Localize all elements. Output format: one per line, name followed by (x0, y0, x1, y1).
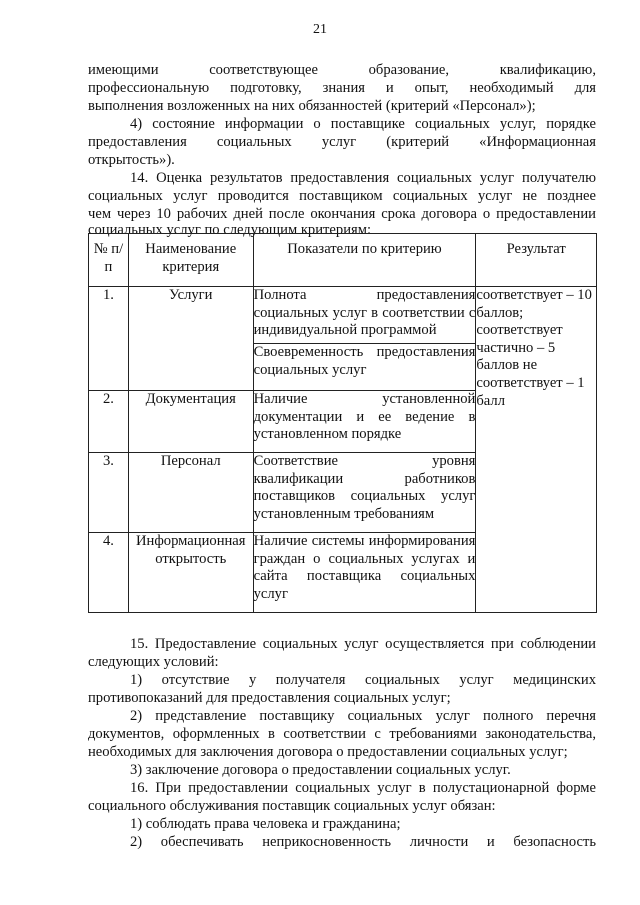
intro-line-1: имеющими соответствующее образование, квалификацию, (88, 62, 596, 78)
row2-indicator: Наличие установленной документации и ее ведение в установленном порядке (253, 391, 476, 453)
header-result: Результат (476, 234, 597, 287)
row4-name: Информационная открытость (128, 533, 253, 613)
table-row (89, 287, 597, 344)
header-indicators: Показатели по критерию (253, 234, 476, 287)
para14-line-4: социальных услуг по следующим критериям: (88, 222, 372, 238)
para16-line-1: 16. При предоставлении социальных услуг в полустационарной форме (130, 780, 596, 796)
para15-line-3: 1) отсутствие у получателя социальных услуг медицинских (130, 672, 596, 688)
para16-line-3: 1) соблюдать права человека и гражданина; (130, 816, 401, 832)
row4-indicator: Наличие системы информирования граждан о социальных услугах и сайта поставщика социальных услуг (253, 533, 476, 613)
row2-num: 2. (89, 391, 129, 453)
row3-num: 3. (89, 453, 129, 533)
para15-line-7: необходимых для заключения договора о предоставлении социальных услуг; (88, 744, 568, 760)
para16-line-4: 2) обеспечивать неприкосновенность личности и безопасность (130, 834, 596, 850)
row4-num: 4. (89, 533, 129, 613)
para15-line-2: следующих условий: (88, 654, 219, 670)
para15-line-4: противопоказаний для предоставления социальных услуг; (88, 690, 451, 706)
item4-line-2: предоставления социальных услуг (критерий «Информационная (88, 134, 596, 150)
table-header-row (89, 234, 597, 287)
row3-name: Персонал (128, 453, 253, 533)
para14-line-3: чем через 10 рабочих дней после окончания срока договора о предоставлении (88, 206, 596, 222)
item4-line-3: открытость»). (88, 152, 175, 168)
para14-line-2: социальных услуг проводится поставщиком социальных услуг не позднее (88, 188, 596, 204)
para15-line-6: документов, оформленных в соответствии с требованиями законодательства, (88, 726, 596, 742)
row1-indicator-2: Своевременность предоставления социальных услуг (253, 344, 476, 391)
row1-indicator-1: Полнота предоставления социальных услуг в соответствии с индивидуальной программой (253, 287, 476, 344)
intro-line-3: выполнения возложенных на них обязанностей (критерий «Персонал»); (88, 98, 536, 114)
row1-name: Услуги (128, 287, 253, 391)
item4-line-1: 4) состояние информации о поставщике социальных услуг, порядке (130, 116, 596, 132)
header-num: № п/п (89, 234, 129, 287)
page-number: 21 (313, 22, 327, 37)
para14-line-1: 14. Оценка результатов предоставления социальных услуг получателю (130, 170, 596, 186)
para16-line-2: социального обслуживания поставщик социальных услуг обязан: (88, 798, 496, 814)
para15-line-1: 15. Предоставление социальных услуг осуществляется при соблюдении (130, 636, 596, 652)
row1-num: 1. (89, 287, 129, 391)
row2-name: Документация (128, 391, 253, 453)
header-name: Наименование критерия (128, 234, 253, 287)
criteria-table (88, 233, 597, 613)
result-cell: соответствует – 10 баллов; соответствует частично – 5 баллов не соответствует – 1 балл (476, 287, 597, 613)
intro-line-2: профессиональную подготовку, знания и опыт, необходимый для (88, 80, 596, 96)
para15-line-5: 2) представление поставщику социальных услуг полного перечня (130, 708, 596, 724)
row3-indicator: Соответствие уровня квалификации работников поставщиков социальных услуг установленным требованиям (253, 453, 476, 533)
para15-line-8: 3) заключение договора о предоставлении социальных услуг. (130, 762, 511, 778)
